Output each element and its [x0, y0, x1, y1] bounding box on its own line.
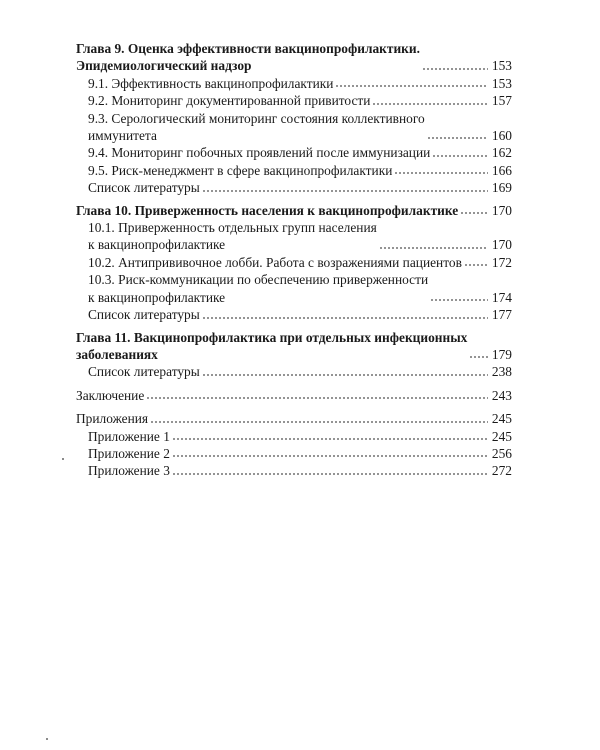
toc-entry-title: Приложение 1	[88, 428, 170, 444]
toc-entry-title: 9.2. Мониторинг документированной привитости	[88, 93, 371, 109]
toc-item-9-2[interactable]	[76, 92, 512, 109]
toc-chapter-9[interactable]	[76, 40, 512, 75]
dot-leader	[335, 84, 488, 88]
toc-page-number: 157	[491, 93, 512, 109]
toc-entry-title: Заключение	[76, 387, 145, 403]
dot-leader	[172, 454, 488, 458]
dot-leader	[172, 437, 488, 441]
toc-page-number: 170	[491, 237, 512, 253]
toc-chapter-10[interactable]	[76, 202, 512, 219]
toc-entry-title: Список литературы	[88, 364, 200, 380]
toc-item-9-5[interactable]	[76, 162, 512, 179]
toc-item-9-4[interactable]	[76, 144, 512, 161]
toc-item-9-references[interactable]	[76, 179, 512, 196]
toc-page-number: 179	[491, 346, 512, 362]
toc-conclusion[interactable]	[76, 387, 512, 404]
toc-page-number: 166	[491, 162, 512, 178]
toc-page-number: 256	[491, 445, 512, 461]
dot-leader	[430, 298, 488, 302]
toc-entry-title: Глава 10. Приверженность населения к вакцинопрофилактике	[76, 202, 459, 218]
toc-entry-title: Список литературы	[88, 180, 200, 196]
toc-page-number: 172	[491, 254, 512, 270]
toc-item-10-references[interactable]	[76, 306, 512, 323]
toc-page-number: 272	[491, 463, 512, 479]
dot-leader	[422, 67, 488, 71]
toc-page-number: 177	[491, 307, 512, 323]
dot-leader	[469, 355, 488, 359]
toc-appendix-1[interactable]	[76, 428, 512, 445]
toc-page-number: 245	[491, 428, 512, 444]
toc-item-9-3[interactable]	[76, 110, 512, 145]
toc-page-number: 245	[491, 411, 512, 427]
toc-entry-title: 9.4. Мониторинг побочных проявлений после иммунизации	[88, 145, 431, 161]
dot-leader	[172, 472, 488, 476]
dot-leader	[432, 154, 488, 158]
toc-item-10-3[interactable]	[76, 271, 512, 306]
toc-entry-title: 10.3. Риск-коммуникации по обеспечению приверженности к вакцинопрофилактике	[88, 272, 429, 305]
toc-chapter-11[interactable]	[76, 329, 512, 364]
toc-page-number: 238	[491, 364, 512, 380]
toc-entry-title: 9.1. Эффективность вакцинопрофилактики	[88, 75, 334, 91]
dot-leader	[464, 263, 488, 267]
toc-item-11-references[interactable]	[76, 363, 512, 380]
dot-leader	[460, 211, 488, 215]
toc-appendix-2[interactable]	[76, 445, 512, 462]
toc-page-number: 170	[491, 202, 512, 218]
toc-entry-title: Глава 11. Вакцинопрофилактика при отдельных инфекционных заболеваниях	[76, 329, 468, 362]
toc-item-9-1[interactable]	[76, 75, 512, 92]
dot-leader	[202, 316, 488, 320]
toc-page-number: 174	[491, 289, 512, 305]
toc-item-10-1[interactable]	[76, 219, 512, 254]
dot-leader	[379, 246, 488, 250]
dot-leader	[202, 189, 488, 193]
toc-entry-title: 10.2. Антипрививочное лобби. Работа с возражениями пациентов	[88, 254, 462, 270]
toc-entry-title: Глава 9. Оценка эффективности вакцинопрофилактики. Эпидемиологический надзор	[76, 41, 420, 74]
toc-entry-title: Приложения	[76, 411, 149, 427]
toc-entry-title: 9.5. Риск-менеджмент в сфере вакцинопрофилактики	[88, 162, 393, 178]
toc-page-number: 160	[491, 128, 512, 144]
toc-entry-title: Список литературы	[88, 307, 200, 323]
toc-page-number: 153	[491, 58, 512, 74]
toc-page-number: 243	[491, 387, 512, 403]
dot-leader	[427, 136, 488, 140]
table-of-contents	[76, 40, 512, 480]
toc-page-number: 162	[491, 145, 512, 161]
scan-speck	[62, 458, 64, 460]
scan-speck	[46, 738, 48, 740]
toc-entry-title: 9.3. Серологический мониторинг состояния коллективного иммунитета	[88, 110, 425, 144]
toc-page-number: 153	[491, 75, 512, 91]
dot-leader	[202, 373, 488, 377]
dot-leader	[372, 102, 488, 106]
toc-appendix-3[interactable]	[76, 462, 512, 479]
toc-entry-title: 10.1. Приверженность отдельных групп населения к вакцинопрофилактике	[88, 220, 377, 253]
dot-leader	[150, 420, 488, 424]
toc-item-10-2[interactable]	[76, 254, 512, 271]
dot-leader	[146, 396, 488, 400]
toc-page-number: 169	[491, 180, 512, 196]
toc-entry-title: Приложение 3	[88, 463, 170, 479]
dot-leader	[394, 171, 488, 175]
toc-appendices[interactable]	[76, 410, 512, 427]
toc-entry-title: Приложение 2	[88, 445, 170, 461]
